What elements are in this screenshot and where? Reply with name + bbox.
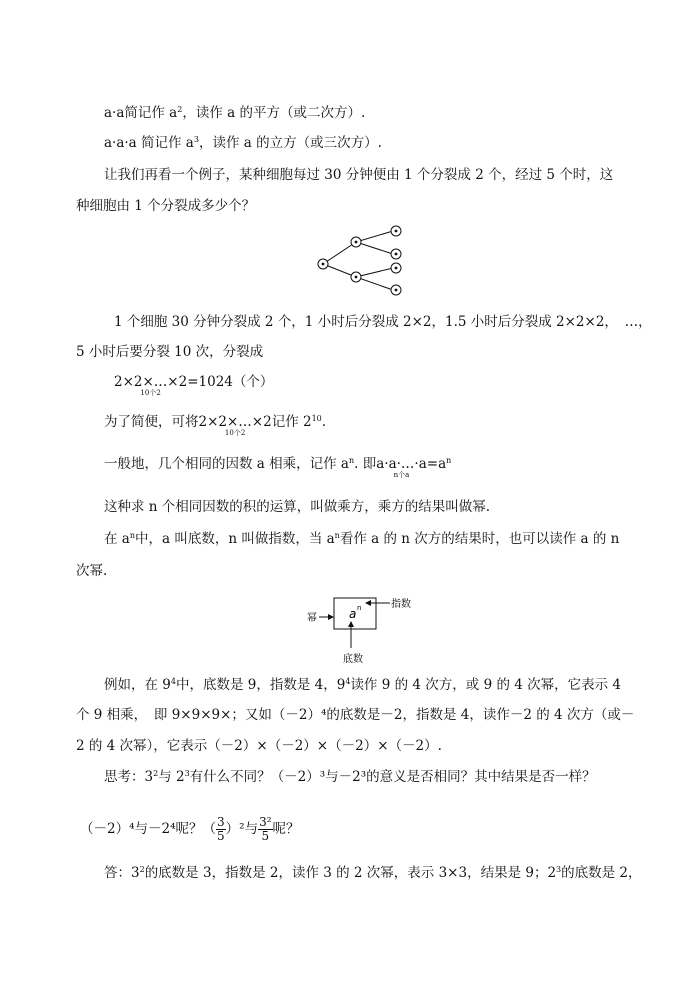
paragraph-think-question: 思考：$3^2$与 $2^3$有什么不同？（－2）³与－2³的意义是否相同？其中结果是否一样？	[104, 769, 596, 785]
paragraph-power-definition: 这种求 n 个相同因数的积的运算，叫做乘方，乘方的结果叫做幂.	[104, 499, 491, 515]
line-2: a·a·a 简记作 $a^3$，读作 a 的立方（或三次方）.	[104, 135, 382, 151]
center-exponent-text: n	[357, 604, 362, 612]
fraction-3sq-over-5: $\frac{\text{3²}}{5}$	[259, 815, 272, 843]
paragraph-example-9-line-2: 个 9 相乘， 即 9×9×9×；又如（－2）⁴的底数是－2，指数是 4，读作－2 的 4 次方（或－	[76, 707, 635, 723]
paragraph-cell-example-line-1: 让我们再看一个例子，某种细胞每过 30 分钟便由 1 个分裂成 2 个，经过 5 个时，这	[104, 167, 614, 183]
paragraph-division-line-1: 1 个细胞 30 分钟分裂成 2 个，1 小时后分裂成 2×2，1.5 小时后分裂成 2×2×2， …，	[114, 314, 652, 330]
paragraph-cell-example-line-2: 种细胞由 1 个分裂成多少个？	[76, 198, 256, 214]
line-1: a·a简记作 $a^2$，读作 a 的平方（或二次方）.	[104, 105, 366, 121]
paragraph-base-exponent-line-2: 次幂.	[76, 563, 108, 579]
product-underbrace: a·a·…·a n个a	[376, 456, 427, 479]
paragraph-fraction-question: （－2）⁴与－2⁴呢？（ $\frac{3}{5}$ ）²与 $\frac{\text{3²}}{5}$ 呢？	[80, 815, 300, 843]
center-base-text: a	[349, 607, 357, 621]
power-notation-diagram	[300, 592, 430, 666]
product-underbrace: 2×2×…×2 10个2	[198, 414, 272, 437]
cell-division-tree-diagram	[310, 222, 410, 298]
paragraph-example-9-line-1: 例如，在 $9^4$中，底数是 9，指数是 4，$9^4$读作 9 的 4 次方，或 9 的 4 次幂，它表示 4	[104, 677, 622, 693]
paragraph-division-line-2: 5 小时后要分裂 10 次，分裂成	[76, 344, 264, 360]
paragraph-base-exponent-line-1: 在 $a^n$中，a 叫底数，n 叫做指数，当 $a^n$看作 a 的 n 次方的结果时，也可以读作 a 的 n	[104, 531, 620, 547]
paragraph-simplify: 为了简便，可将2×2×…×2 10个2 记作 $2^{10}$.	[104, 414, 327, 437]
label-power: 幂	[307, 613, 317, 624]
paragraph-answer: 答：$3^2$的底数是 3，指数是 2，读作 3 的 2 次幂，表示 3×3，结果是 9；$2^3$的底数是 2，	[104, 865, 642, 881]
paragraph-example-9-line-3: 2 的 4 次幂），它表示（－2）×（－2）×（－2）×（－2）.	[76, 738, 442, 754]
label-base: 底数	[343, 654, 363, 665]
fraction-3-over-5: $\frac{3}{5}$	[217, 815, 225, 843]
product-underbrace: 2×2×…×2 10个2	[114, 374, 188, 397]
label-exponent: 指数	[391, 599, 411, 610]
paragraph-general-definition: 一般地，几个相同的因数 a 相乘，记作 $a^n$. 即a·a·…·a n个a $=a^n$	[104, 456, 452, 479]
equation-1024: 2×2×…×2 10个2 =1024（个）	[114, 374, 274, 397]
